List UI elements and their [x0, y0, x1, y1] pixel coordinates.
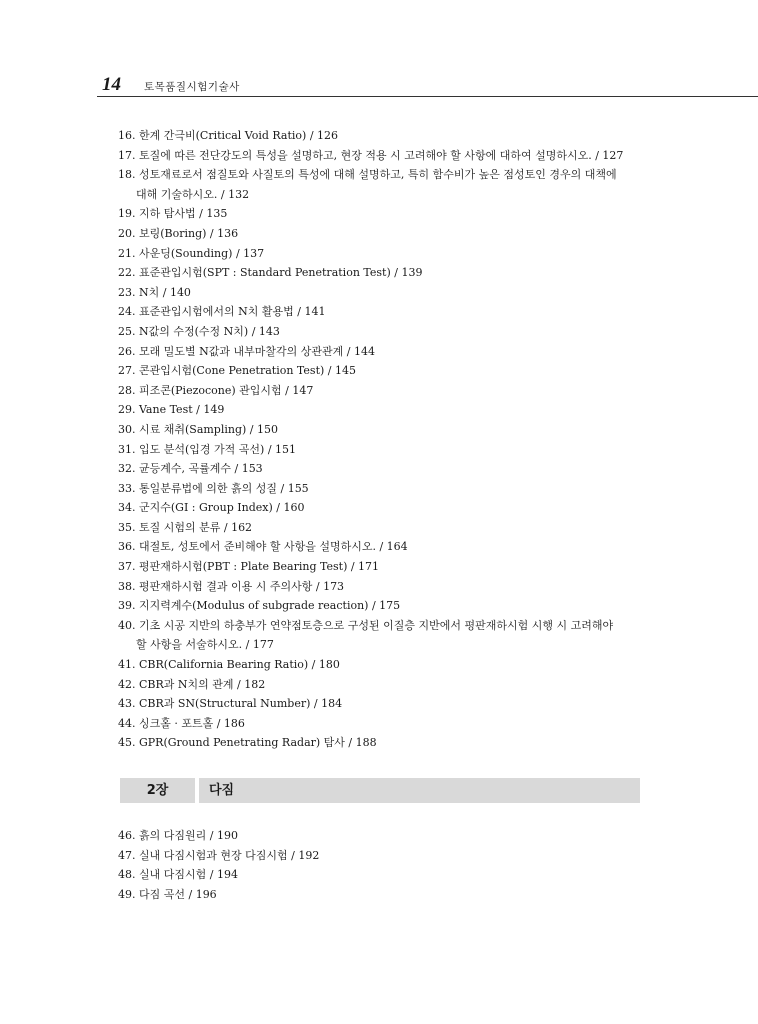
chapter-heading [120, 778, 640, 803]
toc-entry [118, 283, 658, 303]
page-header [97, 76, 758, 97]
toc-entry [118, 420, 658, 440]
toc-entry-text: 45. GPR(Ground Penetrating Radar) 탐사 / 188 [118, 736, 377, 750]
toc-entry-text: 44. 싱크홀 · 포트홀 / 186 [118, 716, 245, 730]
toc-entry [118, 537, 658, 557]
toc-entry-text: 20. 보링(Boring) / 136 [118, 226, 239, 240]
toc-entry-text: 27. 콘관입시험(Cone Penetration Test) / 145 [118, 364, 356, 378]
toc-entry-text: 16. 한계 간극비(Critical Void Ratio) / 126 [118, 129, 339, 142]
chapter-title: 다짐 [199, 778, 640, 803]
toc-entry-text: 39. 지지력계수(Modulus of subgrade reaction) / 175 [118, 599, 401, 613]
toc-entry [118, 577, 658, 597]
toc-entry [118, 655, 658, 675]
toc-entry-text: 24. 표준관입시험에서의 N치 활용법 / 141 [118, 305, 326, 319]
toc-entry-text: 30. 시료 채취(Sampling) / 150 [118, 422, 278, 436]
toc-entry-text: 49. 다짐 곡선 / 196 [118, 887, 217, 901]
toc-entry [118, 479, 658, 499]
toc-entry [118, 400, 658, 420]
toc-entry [118, 733, 658, 753]
toc-entry [118, 361, 658, 381]
toc-entry-text: 42. CBR과 N치의 관계 / 182 [118, 677, 266, 691]
toc-entry [118, 714, 658, 734]
toc-entry [118, 263, 658, 283]
toc-entry [118, 498, 658, 518]
toc-entry-text: 40. 기초 시공 지반의 하충부가 연약점토층으로 구성된 이질층 지반에서 평판재하시험 시행 시 고려해야 [118, 618, 614, 632]
toc-entry-text: 26. 모래 밀도별 N값과 내부마찰각의 상관관계 / 144 [118, 344, 375, 358]
toc-entry-text: 46. 흙의 다짐원리 / 190 [118, 829, 238, 842]
chapter-number: 2장 [120, 778, 195, 803]
toc-entry-text: 31. 입도 분석(입경 가적 곡선) / 151 [118, 442, 297, 456]
toc-entry [118, 596, 658, 616]
toc-entry [118, 846, 658, 866]
toc-list-chapter1 [118, 126, 658, 753]
toc-entry [118, 459, 658, 479]
toc-entry-text: 21. 사운딩(Sounding) / 137 [118, 246, 265, 260]
toc-entry-text: 23. N치 / 140 [118, 285, 191, 299]
toc-entry-text: 19. 지하 탐사법 / 135 [118, 207, 228, 221]
toc-entry [118, 244, 658, 264]
toc-entry-continuation: 할 사항을 서술하시오. / 177 [136, 638, 274, 652]
toc-entry-text: 34. 군지수(GI : Group Index) / 160 [118, 501, 305, 515]
toc-entry-text: 25. N값의 수정(수정 N치) / 143 [118, 324, 280, 338]
toc-entry [118, 302, 658, 322]
toc-entry [118, 675, 658, 695]
toc-entry-text: 17. 토질에 따른 전단강도의 특성을 설명하고, 현장 적용 시 고려해야 할 사항에 대하여 설명하시오. / 127 [118, 148, 624, 162]
toc-entry-text: 22. 표준관입시험(SPT : Standard Penetration Test) / 139 [118, 266, 423, 280]
toc-entry-text: 37. 평판재하시험(PBT : Plate Bearing Test) / 171 [118, 560, 380, 574]
toc-entry [118, 557, 658, 577]
toc-entry [118, 322, 658, 342]
toc-entry-text: 35. 토질 시험의 분류 / 162 [118, 520, 253, 534]
toc-entry [118, 440, 658, 460]
toc-entry [118, 381, 658, 401]
toc-entry-text: 47. 실내 다짐시험과 현장 다짐시험 / 192 [118, 848, 320, 862]
toc-entry-text: 18. 성토재료로서 점질토와 사질토의 특성에 대해 설명하고, 특히 함수비가 높은 점성토인 경우의 대책에 [118, 168, 617, 182]
book-title: 토목품질시험기술사 [144, 81, 240, 93]
toc-entry [118, 885, 658, 905]
toc-entry-text: 43. CBR과 SN(Structural Number) / 184 [118, 697, 343, 711]
page-number: 14 [102, 74, 121, 95]
toc-list-chapter2 [118, 826, 658, 904]
toc-entry [118, 126, 658, 146]
toc-entry [118, 165, 658, 204]
toc-entry [118, 204, 658, 224]
toc-entry [118, 616, 658, 655]
toc-entry-text: 28. 피조콘(Piezocone) 관입시험 / 147 [118, 383, 314, 397]
toc-entry [118, 146, 658, 166]
toc-entry-text: 33. 통일분류법에 의한 흙의 성질 / 155 [118, 481, 309, 495]
toc-entry-text: 32. 균등계수, 곡률계수 / 153 [118, 462, 263, 476]
toc-entry [118, 826, 658, 846]
toc-entry-text: 29. Vane Test / 149 [118, 403, 225, 417]
toc-entry-text: 41. CBR(California Bearing Ratio) / 180 [118, 658, 340, 672]
toc-entry-text: 36. 대절토, 성토에서 준비해야 할 사항을 설명하시오. / 164 [118, 540, 408, 554]
toc-entry-text: 38. 평판재하시험 결과 이용 시 주의사항 / 173 [118, 579, 345, 593]
toc-entry [118, 694, 658, 714]
toc-entry-text: 48. 실내 다짐시험 / 194 [118, 868, 238, 882]
toc-entry [118, 342, 658, 362]
toc-entry [118, 865, 658, 885]
toc-entry [118, 224, 658, 244]
toc-entry-continuation: 대해 기술하시오. / 132 [136, 187, 250, 201]
toc-entry [118, 518, 658, 538]
